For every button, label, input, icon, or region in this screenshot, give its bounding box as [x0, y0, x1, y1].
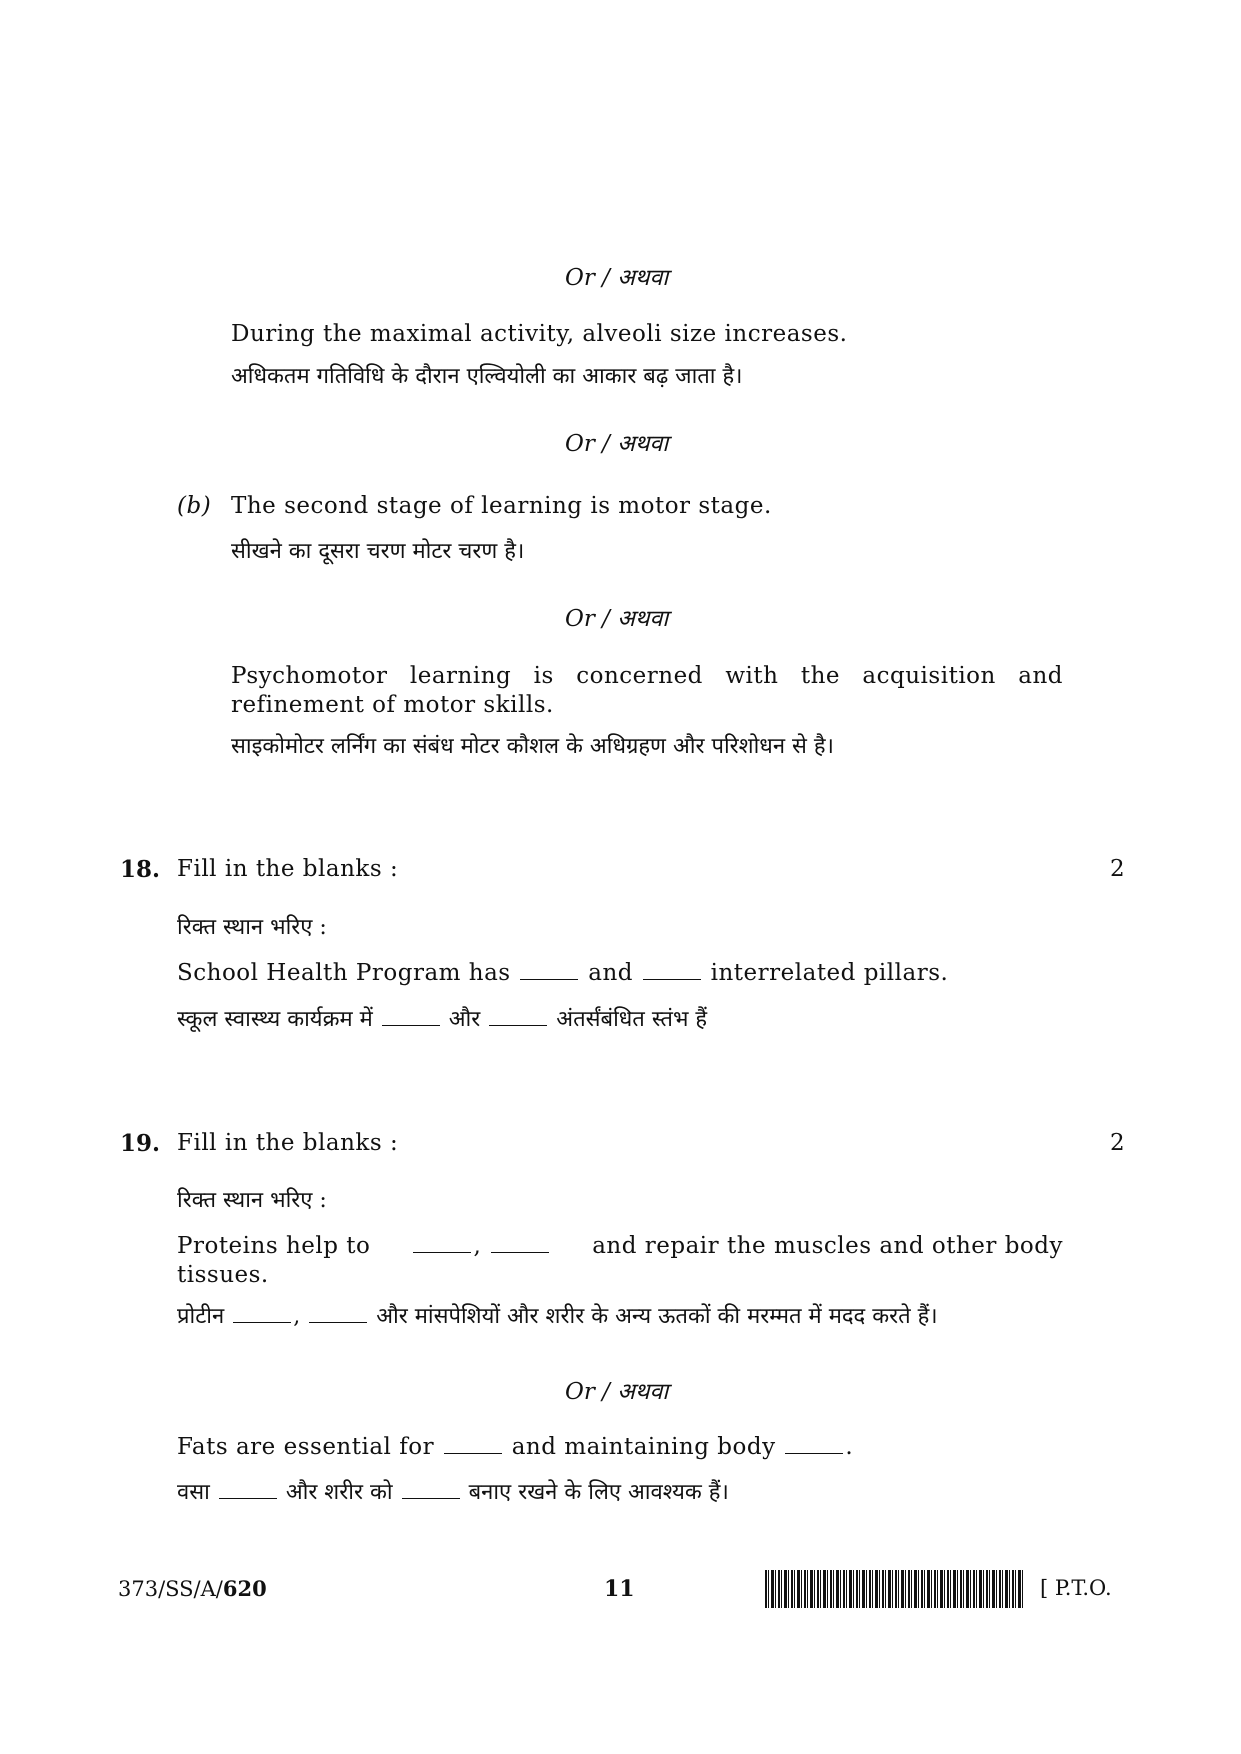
blank [309, 1321, 367, 1323]
q17-alternative-2-english-line1: Psychomotor learning is concerned with the acquisition and [231, 663, 1063, 689]
sentence-text: प्रोटीन [177, 1304, 225, 1329]
question-18-sentence-english [177, 960, 948, 986]
q17-alternative-2-hindi: साइकोमोटर लर्निंग का संबंध मोटर कौशल के अधिग्रहण और परिशोधन से है। [231, 734, 834, 759]
blank [489, 1024, 547, 1026]
question-18-number: 18. [120, 856, 161, 883]
question-19-alternative-hindi [177, 1476, 729, 1506]
blank [382, 1024, 440, 1026]
sentence-text: अंतर्संबंधित स्तंभ हैं [556, 1007, 708, 1032]
q17-alternative-2-english-line2: refinement of motor skills. [231, 692, 554, 718]
question-18-sentence-hindi [177, 1003, 707, 1033]
paper-code [118, 1576, 267, 1601]
sentence-text: और मांसपेशियों और शरीर के अन्य ऊतकों की मरम्मत में मदद करते हैं। [376, 1304, 938, 1329]
sentence-text: School Health Program has [177, 960, 511, 986]
please-turn-over: [ P.T.O. [1040, 1576, 1112, 1600]
paper-code-number: 620 [222, 1576, 267, 1601]
or-separator: Or / अथवा [565, 265, 669, 291]
question-18-title: Fill in the blanks : [177, 856, 399, 882]
sentence-text: . [845, 1434, 854, 1460]
question-19-sentence-english-line2: tissues. [177, 1262, 269, 1288]
sentence-text: स्कूल स्वास्थ्य कार्यक्रम में [177, 1007, 373, 1032]
question-19-sentence-english-line1 [177, 1233, 1063, 1259]
sentence-text: and [588, 960, 633, 986]
paper-code-prefix: 373/SS/A/ [118, 1577, 223, 1601]
sentence-text: बनाए रखने के लिए आवश्यक हैं। [468, 1480, 729, 1505]
question-19-number: 19. [120, 1130, 161, 1157]
question-19-marks: 2 [1110, 1130, 1125, 1156]
question-19-title-hindi: रिक्त स्थान भरिए : [177, 1188, 327, 1213]
sentence-text: वसा [177, 1480, 210, 1505]
sentence-text: , [293, 1304, 301, 1329]
blank [643, 978, 701, 980]
question-19-alternative-english [177, 1434, 853, 1460]
question-19-sentence-hindi [177, 1300, 938, 1330]
sentence-text: Proteins help to [177, 1233, 371, 1259]
sentence-text: interrelated pillars. [710, 960, 949, 986]
sentence-text: और शरीर को [285, 1480, 393, 1505]
q17-alternative-1-english: During the maximal activity, alveoli size increases. [231, 321, 848, 347]
blank [413, 1251, 471, 1253]
sentence-text: , [473, 1233, 482, 1259]
q17-part-b-english: The second stage of learning is motor stage. [231, 493, 772, 519]
sentence-text: Fats are essential for [177, 1434, 435, 1460]
barcode-icon [765, 1570, 1023, 1608]
q17-part-b-hindi: सीखने का दूसरा चरण मोटर चरण है। [231, 539, 525, 564]
q17-part-b-label: (b) [177, 493, 212, 519]
question-18-title-hindi: रिक्त स्थान भरिए : [177, 915, 327, 940]
blank [785, 1452, 843, 1454]
question-18-marks: 2 [1110, 856, 1125, 882]
sentence-text: and maintaining body [511, 1434, 776, 1460]
sentence-text: और [448, 1007, 481, 1032]
page-number: 11 [604, 1576, 635, 1602]
or-separator: Or / अथवा [565, 606, 669, 632]
question-19-title: Fill in the blanks : [177, 1130, 399, 1156]
sentence-text: and repair the muscles and other body [592, 1233, 1063, 1259]
blank [444, 1452, 502, 1454]
or-separator: Or / अथवा [565, 431, 669, 457]
or-separator: Or / अथवा [565, 1379, 669, 1405]
blank [402, 1497, 460, 1499]
q17-alternative-1-hindi: अधिकतम गतिविधि के दौरान एल्वियोली का आकार बढ़ जाता है। [231, 364, 743, 389]
blank [233, 1321, 291, 1323]
blank [219, 1497, 277, 1499]
blank [491, 1251, 549, 1253]
blank [520, 978, 578, 980]
